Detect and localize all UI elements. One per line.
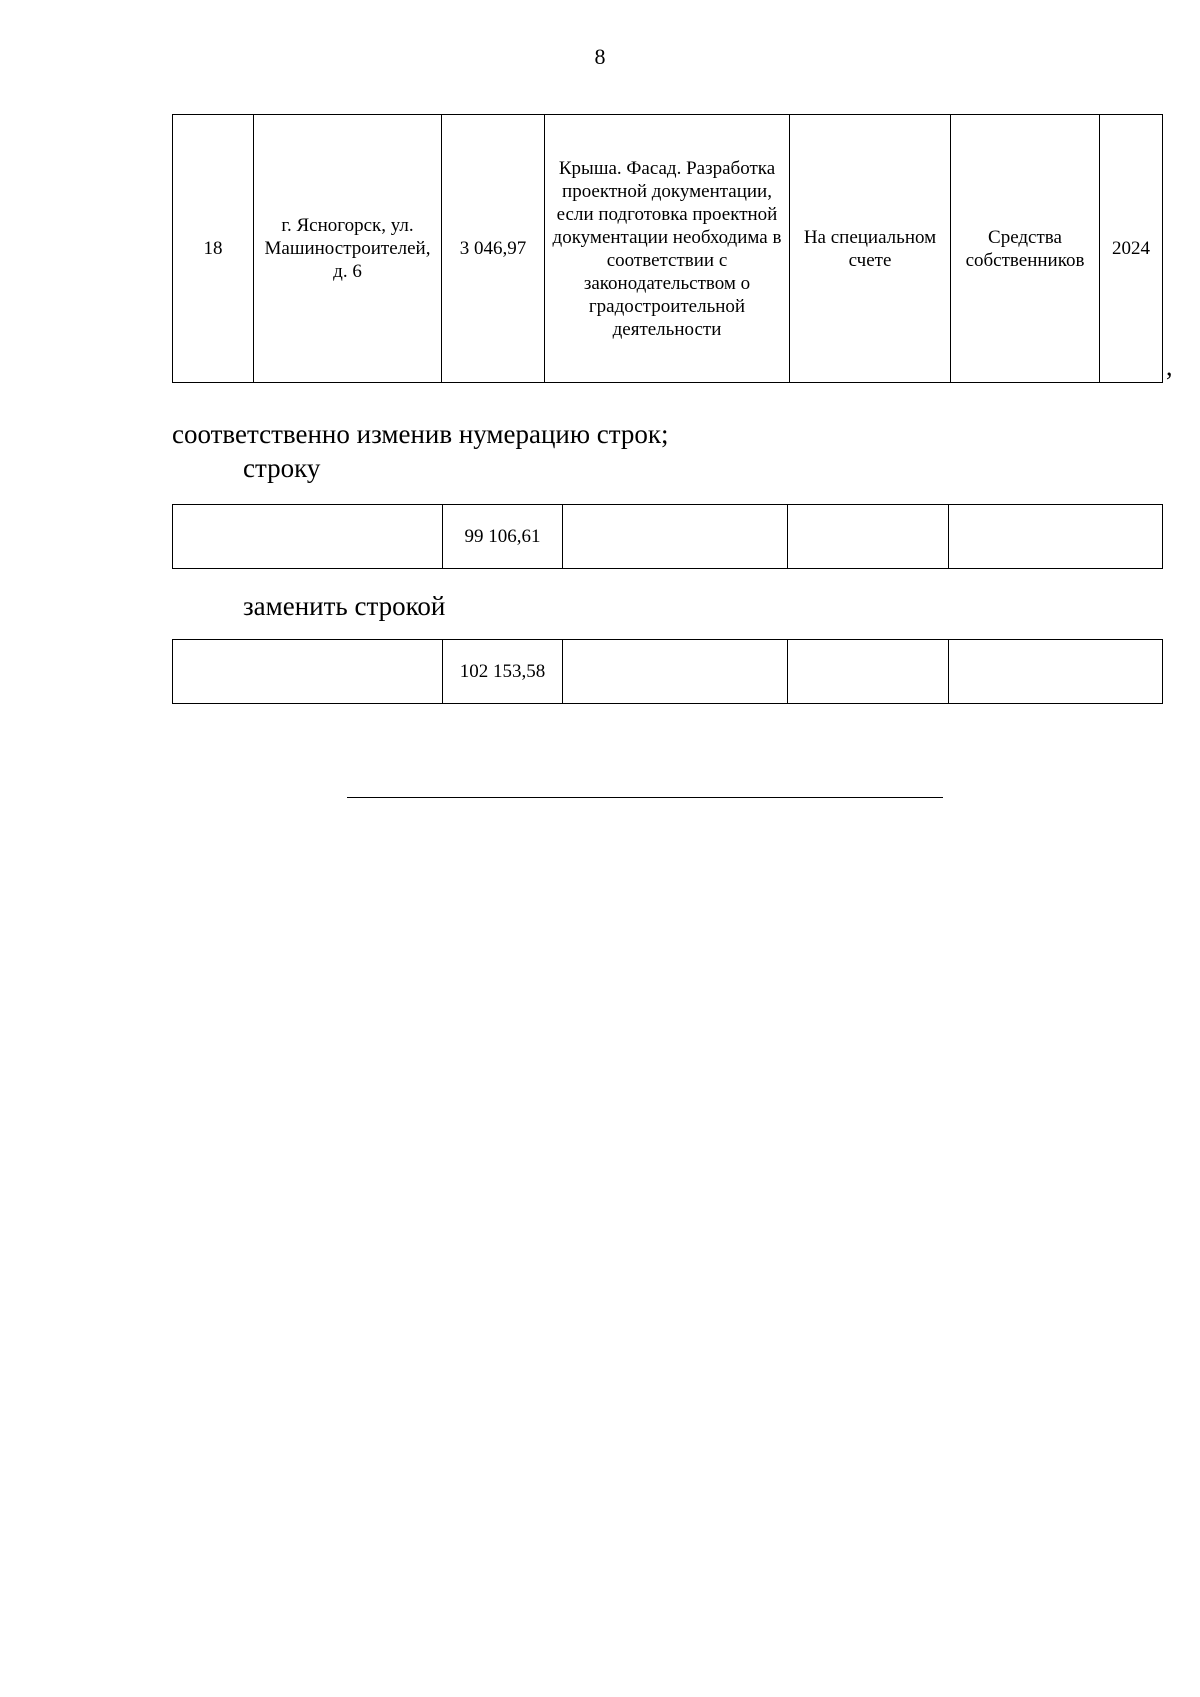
address-cell: г. Ясногорск, ул. Машиностроителей, д. 6 (254, 115, 442, 383)
row-label: строку (243, 453, 321, 483)
work-type-cell: Крыша. Фасад. Разработка проектной документации, если подготовка проектной документации необходима в соответствии с законодательством о градостроительной деятельности (545, 115, 790, 383)
trailing-comma: , (1166, 352, 1173, 381)
renumber-note: соответственно изменив нумерацию строк; (172, 419, 669, 449)
empty-cell (949, 640, 1163, 704)
empty-cell (788, 505, 949, 569)
inserted-row-table (172, 114, 1163, 383)
table-row (173, 505, 1163, 569)
empty-cell (949, 505, 1163, 569)
replace-label: заменить строкой (243, 591, 446, 621)
new-total-cell: 102 153,58 (443, 640, 563, 704)
old-total-row-table (172, 504, 1163, 569)
cost-cell: 3 046,97 (442, 115, 545, 383)
end-divider-line (347, 797, 943, 798)
empty-cell (563, 505, 788, 569)
year-cell: 2024 (1100, 115, 1163, 383)
row-number-cell: 18 (173, 115, 254, 383)
new-total-row-table (172, 639, 1163, 704)
empty-cell (563, 640, 788, 704)
empty-cell (788, 640, 949, 704)
old-total-cell: 99 106,61 (443, 505, 563, 569)
account-cell: На специальном счете (790, 115, 951, 383)
page-number: 8 (594, 44, 606, 69)
empty-cell (173, 640, 443, 704)
empty-cell (173, 505, 443, 569)
table-row (173, 115, 1163, 383)
funding-source-cell: Средства собственников (951, 115, 1100, 383)
table-row (173, 640, 1163, 704)
